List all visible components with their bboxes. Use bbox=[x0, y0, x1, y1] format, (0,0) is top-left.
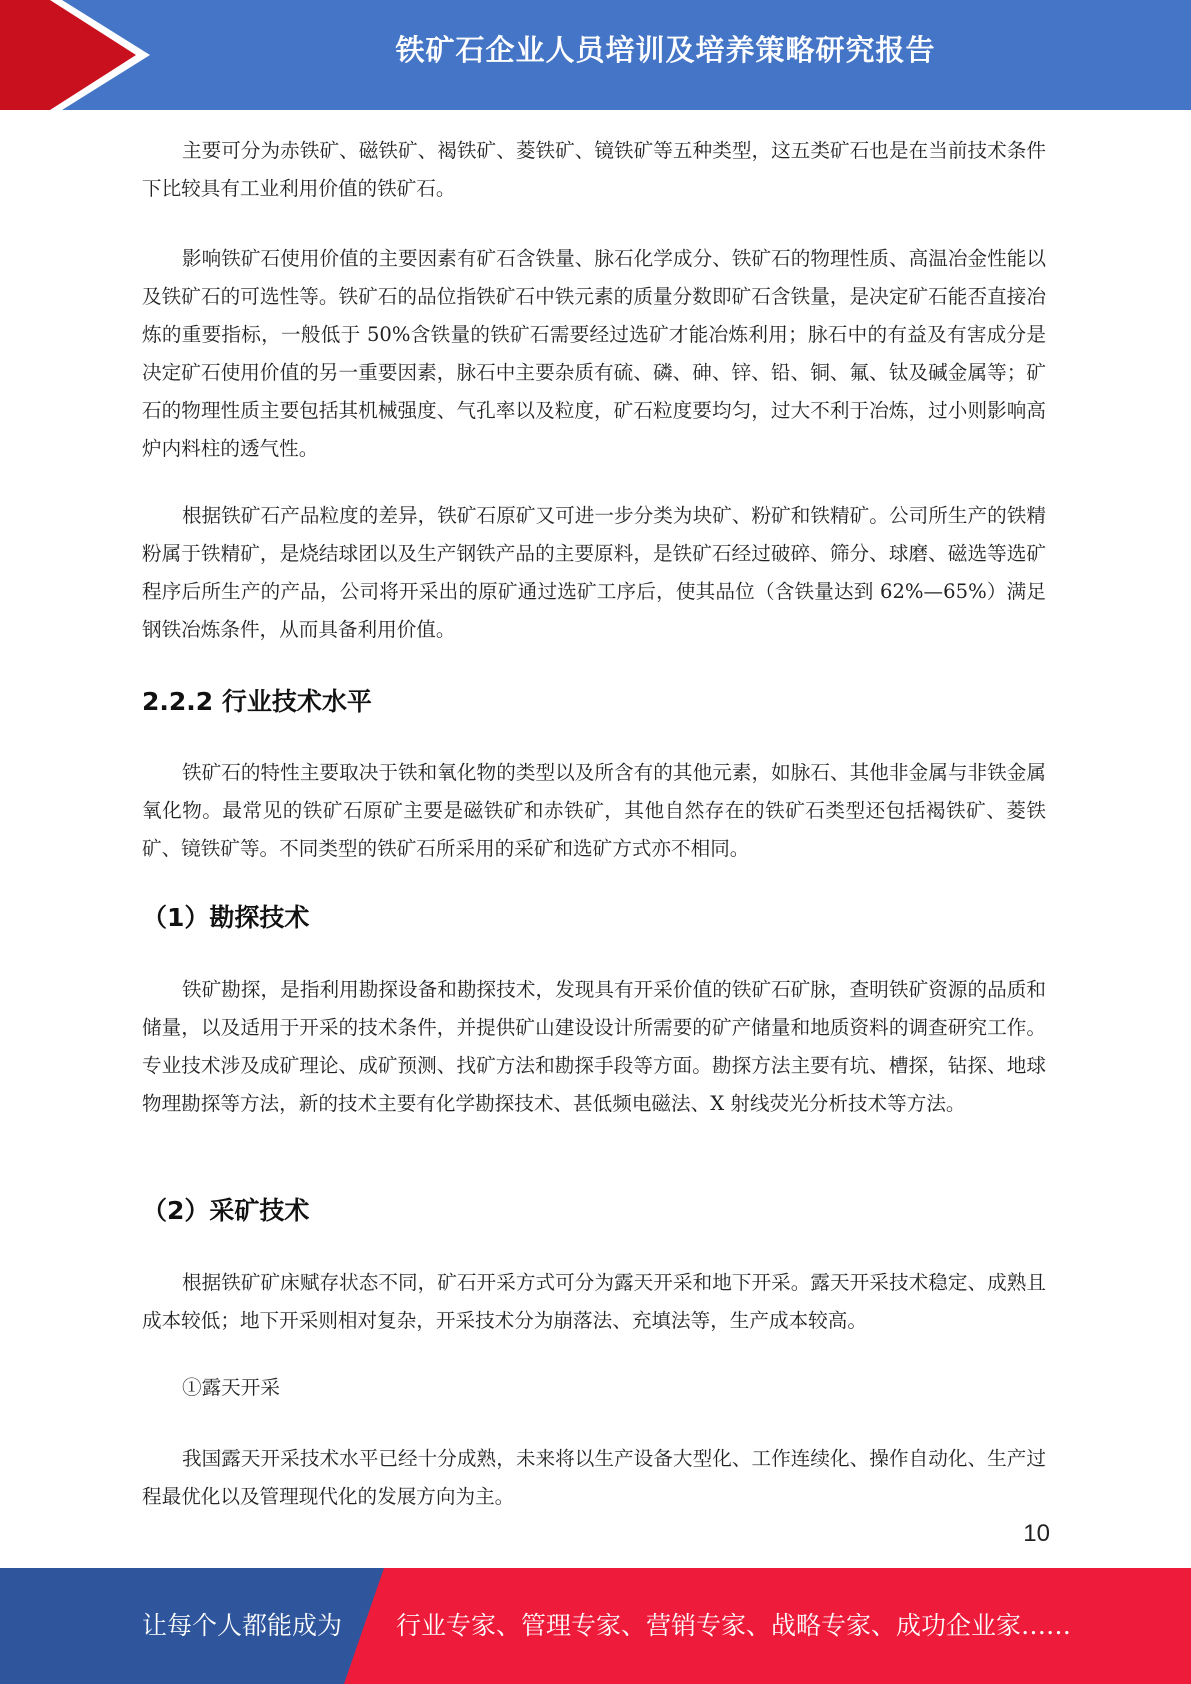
paragraph-exploration: 铁矿勘探，是指利用勘探设备和勘探技术，发现具有开采价值的铁矿石矿脉，查明铁矿资源的品质和储量，以及适用于开采的技术条件，并提供矿山建设设计所需要的矿产储量和地质资料的调查研究工作。专业技术涉及成矿理论、成矿预测、找矿方法和勘探手段等方面。勘探方法主要有坑、槽探，钻探、地球物理勘探等方法，新的技术主要有化学勘探技术、甚低频电磁法、X 射线荧光分析技术等方法。 bbox=[142, 978, 1046, 1115]
section-heading-technology-level: 2.2.2 行业技术水平 bbox=[142, 687, 372, 716]
paragraph-ore-types: 主要可分为赤铁矿、磁铁矿、褐铁矿、菱铁矿、镜铁矿等五种类型，这五类矿石也是在当前技术条件下比较具有工业利用价值的铁矿石。 bbox=[142, 139, 1046, 200]
paragraph-open-pit: 我国露天开采技术水平已经十分成熟，未来将以生产设备大型化、工作连续化、操作自动化、生产过程最优化以及管理现代化的发展方向为主。 bbox=[142, 1447, 1046, 1508]
subheading-exploration: （1）勘探技术 bbox=[142, 903, 310, 932]
footer-slogan-right: 行业专家、管理专家、营销专家、战略专家、成功企业家…… bbox=[396, 1611, 1072, 1640]
footer-slogan-left: 让每个人都能成为 bbox=[142, 1611, 343, 1640]
paragraph-granularity: 根据铁矿石产品粒度的差异，铁矿石原矿又可进一步分类为块矿、粉矿和铁精矿。公司所生产的铁精粉属于铁精矿，是烧结球团以及生产钢铁产品的主要原料，是铁矿石经过破碎、筛分、球磨、磁选等选矿程序后所生产的产品，公司将开采出的原矿通过选矿工序后，使其品位（含铁量达到 62%—65%）满足钢铁冶炼条件，从而具备利用价值。 bbox=[142, 504, 1046, 641]
paragraph-mining-methods: 根据铁矿矿床赋存状态不同，矿石开采方式可分为露天开采和地下开采。露天开采技术稳定、成熟且成本较低；地下开采则相对复杂，开采技术分为崩落法、充填法等，生产成本较高。 bbox=[142, 1271, 1046, 1332]
page-header bbox=[0, 0, 1191, 110]
paragraph-open-pit-label: ①露天开采 bbox=[182, 1376, 280, 1399]
page-footer bbox=[0, 1568, 1191, 1684]
paragraph-ore-characteristics: 铁矿石的特性主要取决于铁和氧化物的类型以及所含有的其他元素，如脉石、其他非金属与非铁金属氧化物。最常见的铁矿石原矿主要是磁铁矿和赤铁矿，其他自然存在的铁矿石类型还包括褐铁矿、菱铁矿、镜铁矿等。不同类型的铁矿石所采用的采矿和选矿方式亦不相同。 bbox=[142, 761, 1046, 860]
page-number: 10 bbox=[1023, 1520, 1050, 1547]
subheading-mining: （2）采矿技术 bbox=[142, 1196, 310, 1225]
report-title: 铁矿石企业人员培训及培养策略研究报告 bbox=[395, 33, 936, 67]
paragraph-value-factors: 影响铁矿石使用价值的主要因素有矿石含铁量、脉石化学成分、铁矿石的物理性质、高温冶金性能以及铁矿石的可选性等。铁矿石的品位指铁矿石中铁元素的质量分数即矿石含铁量，是决定矿石能否直接冶炼的重要指标，一般低于 50%含铁量的铁矿石需要经过选矿才能冶炼利用；脉石中的有益及有害成分是决定矿石使用价值的另一重要因素，脉石中主要杂质有硫、磷、砷、锌、铅、铜、氟、钛及碱金属等；矿石的物理性质主要包括其机械强度、气孔率以及粒度，矿石粒度要均匀，过大不利于冶炼，过小则影响高炉内料柱的透气性。 bbox=[142, 247, 1046, 460]
header-arrow-decoration bbox=[0, 0, 160, 110]
